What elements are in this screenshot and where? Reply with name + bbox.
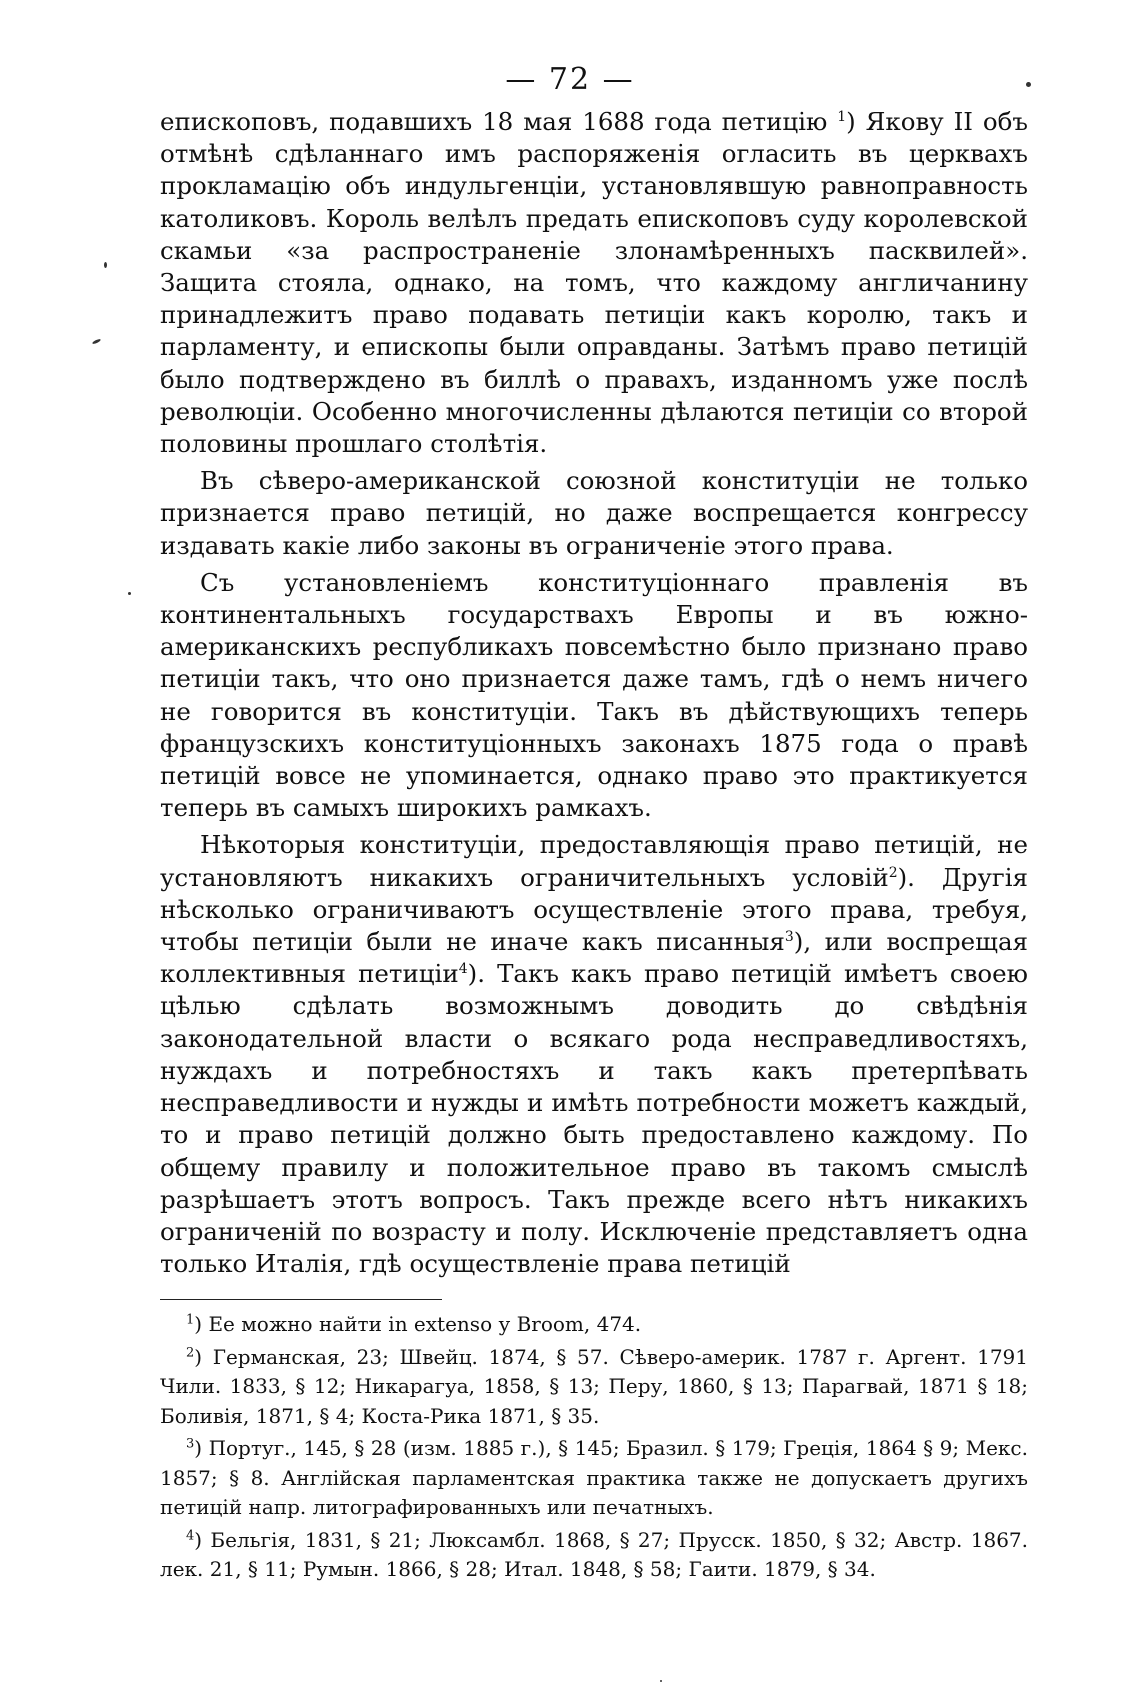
footnote-2-mark: 2 bbox=[186, 1344, 195, 1360]
paragraph-4-part-2: ). Другія нѣсколько ограничиваютъ осуществленіе этого права, требуя, чтобы петиціи были не иначе какъ писанныя bbox=[160, 862, 1029, 957]
footnote-4-text: ) Бельгія, 1831, § 21; Люксамбл. 1868, § 27; Прусск. 1850, § 32; Австр. 1867. лек. 21, § 11; Румын. 1866, § 28; Итал. 1848, § 58; Гаити. 1879, § 34. bbox=[160, 1527, 1028, 1581]
page-number: — 72 — bbox=[505, 62, 635, 97]
footnotes bbox=[160, 1310, 1028, 1585]
scan-speck bbox=[1026, 82, 1031, 87]
paragraph-4-part-1: Нѣкоторыя конституціи, предоставляющія право петицій, не установляютъ никакихъ ограничительныхъ условій bbox=[160, 830, 1028, 892]
scan-speck bbox=[128, 592, 131, 595]
footnote-3-text: ) Португ., 145, § 28 (изм. 1885 г.), § 145; Бразил. § 179; Греція, 1864 § 9; Мекс. 1857; § 8. Англійская парламентская практика также не допускаетъ другихъ петицій напр. литографированныхъ или печатныхъ. bbox=[160, 1436, 1028, 1519]
paragraph-4-part-3: ), или воспрещая коллективныя петиціи bbox=[160, 927, 1029, 989]
footnote-divider bbox=[160, 1299, 442, 1300]
paragraph-3: Съ установленіемъ конституціоннаго правленія въ континентальныхъ государствахъ Европы и въ южно-американскихъ республикахъ повсемѣстно было признано право петиціи такъ, что оно признается даже тамъ, гдѣ о немъ ничего не говорится въ конституціи. Такъ въ дѣйствующихъ теперь французскихъ конституціонныхъ законахъ 1875 года о правѣ петицій вовсе не упоминается, однако право это практикуется теперь въ самыхъ широкихъ рамкахъ. bbox=[160, 567, 1028, 823]
paragraph-1-text: епископовъ, подавшихъ 18 мая 1688 года петицію bbox=[160, 107, 828, 136]
footnote-2 bbox=[160, 1343, 1028, 1432]
footnote-3 bbox=[160, 1434, 1028, 1523]
footnote-ref-2: 2 bbox=[888, 864, 898, 881]
paragraph-1 bbox=[160, 106, 1028, 460]
footnote-2-text: ) Германская, 23; Швейц. 1874, § 57. Сѣверо-америк. 1787 г. Аргент. 1791 Чили. 1833, § 12; Никарагуа, 1858, § 13; Перу, 1860, § 13; Парагвай, 1871 § 18; Боливія, 1871, § 4; Коста-Рика 1871, § 35. bbox=[160, 1344, 1028, 1428]
scan-speck bbox=[660, 1680, 662, 1682]
footnote-1-text: ) Ее можно найти in extenso у Broom, 474. bbox=[194, 1312, 642, 1336]
scan-speck bbox=[92, 338, 101, 345]
footnote-1 bbox=[160, 1310, 1028, 1340]
paragraph-1-tail: ) Якову II объ отмѣнѣ сдѣланнаго имъ распоряженія огласить въ церквахъ прокламацію объ индульгенціи, установлявшую равноправность католиковъ. Король велѣлъ предать епископовъ суду королевской скамьи «за распространеніе злонамѣренныхъ пасквилей». Защита стояла, однако, на томъ, что каждому англичанину принадлежитъ право подавать петиціи какъ королю, такъ и парламенту, и епископы были оправданы. Затѣмъ право петицій было подтверждено въ биллѣ о правахъ, изданномъ уже послѣ революціи. Особенно многочисленны дѣлаются петиціи со второй половины прошлаго столѣтія. bbox=[160, 107, 1028, 459]
footnote-ref-4: 4 bbox=[458, 961, 468, 978]
footnote-1-mark: 1 bbox=[186, 1312, 195, 1328]
main-text bbox=[160, 106, 1028, 1280]
paragraph-4 bbox=[160, 829, 1028, 1280]
footnote-3-mark: 3 bbox=[186, 1436, 195, 1452]
scan-speck bbox=[104, 262, 107, 268]
footnote-ref-3: 3 bbox=[784, 928, 794, 945]
paragraph-2: Въ сѣверо-американской союзной конституціи не только признается право петицій, но даже воспрещается конгрессу издавать какіе либо законы въ ограниченіе этого права. bbox=[160, 466, 1028, 560]
footnote-4-mark: 4 bbox=[186, 1527, 195, 1543]
paragraph-4-part-4: ). Такъ какъ право петицій имѣетъ своею цѣлью сдѣлать возможнымъ доводить до свѣдѣнія законодательной власти о всякаго рода несправедливостяхъ, нуждахъ и потребностяхъ и такъ какъ претерпѣвать несправедливости и нужды и имѣть потребности можетъ каждый, то и право петицій должно быть предоставлено каждому. По общему правилу и положительное право въ такомъ смыслѣ разрѣшаетъ этотъ вопросъ. Такъ прежде всего нѣтъ никакихъ ограниченій по возрасту и полу. Исключеніе представляетъ одна только Италія, гдѣ осуществленіе права петицій bbox=[160, 959, 1028, 1279]
footnote-ref-1: 1 bbox=[837, 108, 847, 125]
footnote-4 bbox=[160, 1526, 1028, 1585]
